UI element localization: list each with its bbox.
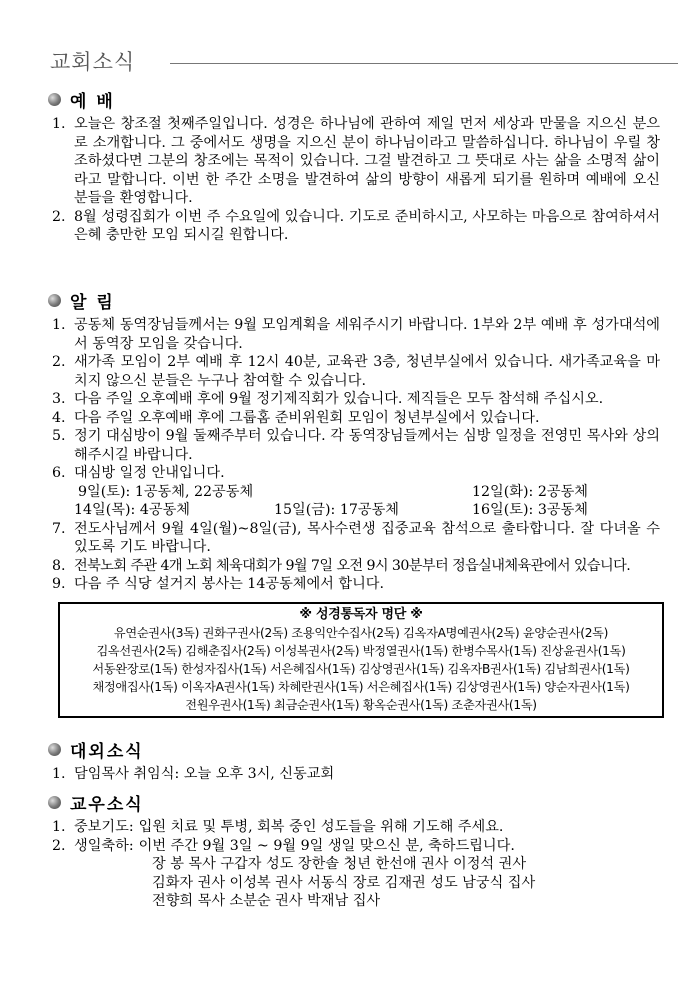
schedule-group: 3공동체 <box>537 502 588 518</box>
item-number: 1. <box>52 116 66 132</box>
notices-header <box>48 288 660 312</box>
item-text: 오늘은 창조절 첫째주일입니다. 성경은 하나님에 관하여 제일 먼저 세상과 만물을 지으신 분으로 소개합니다. 그 중에서도 생명을 지으신 분이 하나님이라고 말씀하십니다. 하나님이 우릴 창조하셨다면 그분의 창조에는 목적이 있습니다. 그걸 발견하고 그 뜻대로 사는 삶을 소명적 삶이라고 말합니다. 이번 한 주간 소명을 발견하여 삶의 방향이 새롭게 되기를 원하며 예배에 오신 분들을 환영합니다. <box>74 116 660 206</box>
worship-header <box>48 87 660 111</box>
list-item <box>48 409 660 428</box>
item-number: 4. <box>52 409 66 426</box>
item-number: 3. <box>52 391 66 407</box>
item-text: 다음 주일 오후예배 후에 그룹홈 준비위원회 모임이 청년부실에서 있습니다. <box>74 409 540 426</box>
schedule-date: 15일(금): <box>274 502 336 518</box>
birthday-line: 전향희 목사 소분순 권사 박재남 집사 <box>152 893 381 909</box>
item-text: 전도사님께서 9월 4일(월)~8일(금), 목사수련생 집중교육 참석으로 출타합니다. 잘 다녀올 수 있도록 기도 바랍니다. <box>74 520 660 555</box>
schedule-entry <box>274 501 399 520</box>
worship-section <box>48 87 660 245</box>
bullet-icon <box>48 743 61 756</box>
item-number: 8. <box>52 557 66 574</box>
list-item <box>48 390 660 409</box>
list-item <box>48 837 660 856</box>
reader-line: 김옥선권사(2독) 김해춘집사(2독) 이성복권사(2독) 박정열권사(1독) 한병수목사(1독) 진상윤권사(1독) <box>96 644 626 658</box>
schedule-date: 12일(화): <box>472 483 534 500</box>
item-number: 5. <box>52 428 66 444</box>
external-list <box>48 765 660 784</box>
page-title: 교회소식 <box>50 50 136 74</box>
item-text: 담임목사 취임식: 오늘 오후 3시, 신동교회 <box>74 766 335 782</box>
bullet-icon <box>48 294 61 307</box>
list-item <box>48 316 660 353</box>
item-label: 생일축하: <box>74 837 134 854</box>
list-item <box>48 818 660 837</box>
list-item <box>48 353 660 390</box>
item-number: 2. <box>52 837 66 854</box>
item-number: 6. <box>52 465 66 481</box>
item-number: 7. <box>52 520 66 537</box>
schedule-entry <box>78 483 253 502</box>
schedule-entry <box>472 483 588 502</box>
list-item <box>48 427 660 464</box>
item-text: 공동체 동역장님들께서는 9월 모임계획을 세워주시기 바랍니다. 1부와 2부 예배 후 성가대석에서 동역장 모임을 갖습니다. <box>74 317 660 352</box>
bullet-icon <box>48 93 61 106</box>
item-number: 1. <box>52 766 66 782</box>
list-item <box>48 557 660 576</box>
members-section <box>48 790 660 911</box>
external-header <box>48 737 660 761</box>
bible-readers-box <box>58 602 664 718</box>
item-number: 1. <box>52 317 66 333</box>
birthday-line: 김화자 권사 이성복 권사 서동식 장로 김재권 성도 남궁식 집사 <box>152 874 536 891</box>
reader-line: 전원우권사(1독) 최금순권사(1독) 황옥순권사(1독) 조춘자권사(1독) <box>185 698 537 712</box>
schedule-group: 17공동체 <box>339 502 400 518</box>
schedule-entry <box>472 501 588 520</box>
item-number: 1. <box>52 819 66 835</box>
item-text: 대심방 일정 안내입니다. <box>74 465 225 481</box>
item-text: 전북노회 주관 4개 노회 체육대회가 9월 7일 오전 9시 30분부터 정읍실내체육관에서 있습니다. <box>74 557 631 574</box>
schedule-group: 2공동체 <box>537 483 588 500</box>
item-number: 2. <box>52 354 66 370</box>
list-item <box>48 115 660 208</box>
schedule-date: 14일(목): <box>74 502 136 518</box>
notices-list-continued <box>48 520 660 594</box>
notices-list <box>48 316 660 483</box>
schedule-date: 16일(토): <box>472 502 534 518</box>
birthday-names <box>152 855 660 911</box>
members-header <box>48 790 660 814</box>
external-section <box>48 737 660 784</box>
item-text: 정기 대심방이 9월 둘째주부터 있습니다. 각 동역장님들께서는 심방 일정을 전영민 목사와 상의해주시길 바랍니다. <box>74 428 660 463</box>
birthday-line: 장 봉 목사 구갑자 성도 장한솔 청년 한선애 권사 이정석 권사 <box>152 856 527 872</box>
reader-line: 채정애집사(1독) 이옥자A권사(1독) 차혜란권사(1독) 서은혜집사(1독) 김상영권사(1독) 양순자권사(1독) <box>92 680 630 694</box>
list-item <box>48 765 660 784</box>
item-text: 다음 주 식당 설거지 봉사는 14공동체에서 합니다. <box>74 576 385 592</box>
bullet-icon <box>48 796 61 809</box>
item-text: 다음 주일 오후예배 후에 9월 정기제직회가 있습니다. 제직들은 모두 참석해 주십시오. <box>74 391 604 407</box>
members-title: 교우소식 <box>70 794 144 815</box>
worship-list <box>48 115 660 245</box>
notices-title: 알 림 <box>70 292 115 313</box>
item-number: 2. <box>52 208 66 225</box>
schedule-group: 1공동체, 22공동체 <box>134 483 254 500</box>
list-item <box>48 520 660 557</box>
item-text: 새가족 모임이 2부 예배 후 12시 40분, 교육관 3층, 청년부실에서 있습니다. 새가족교육을 마치지 않으신 분들은 누구나 참여할 수 있습니다. <box>74 354 660 389</box>
notices-section <box>48 288 660 594</box>
list-item <box>48 464 660 483</box>
bible-readers-title: ※ 성경통독자 명단 ※ <box>299 607 423 622</box>
worship-title: 예 배 <box>70 91 115 112</box>
list-item <box>48 208 660 245</box>
schedule-group: 4공동체 <box>139 502 190 518</box>
title-rule <box>170 63 678 64</box>
external-title: 대외소식 <box>70 741 144 762</box>
schedule-date: 9일(토): <box>78 483 131 500</box>
visitation-schedule <box>48 483 660 520</box>
reader-line: 유연순권사(3독) 권화구권사(2독) 조용익안수집사(2독) 김옥자A명예권사(2독) 윤양순권사(2독) <box>113 626 609 640</box>
item-text: 입원 치료 및 투병, 회복 중인 성도들을 위해 기도해 주세요. <box>138 819 504 835</box>
item-number: 9. <box>52 576 66 592</box>
list-item <box>48 575 660 594</box>
item-label: 중보기도: <box>74 819 134 835</box>
reader-line: 서동완장로(1독) 한성자집사(1독) 서은혜집사(1독) 김상영권사(1독) 김옥자B권사(1독) 김남희권사(1독) <box>92 662 630 676</box>
schedule-entry <box>74 501 190 520</box>
members-list <box>48 818 660 855</box>
item-text: 이번 주간 9월 3일 ~ 9월 9일 생일 맞으신 분, 축하드립니다. <box>138 837 515 854</box>
item-text: 8월 성령집회가 이번 주 수요일에 있습니다. 기도로 준비하시고, 사모하는 마음으로 참여하셔서 은혜 충만한 모임 되시길 원합니다. <box>74 208 660 243</box>
